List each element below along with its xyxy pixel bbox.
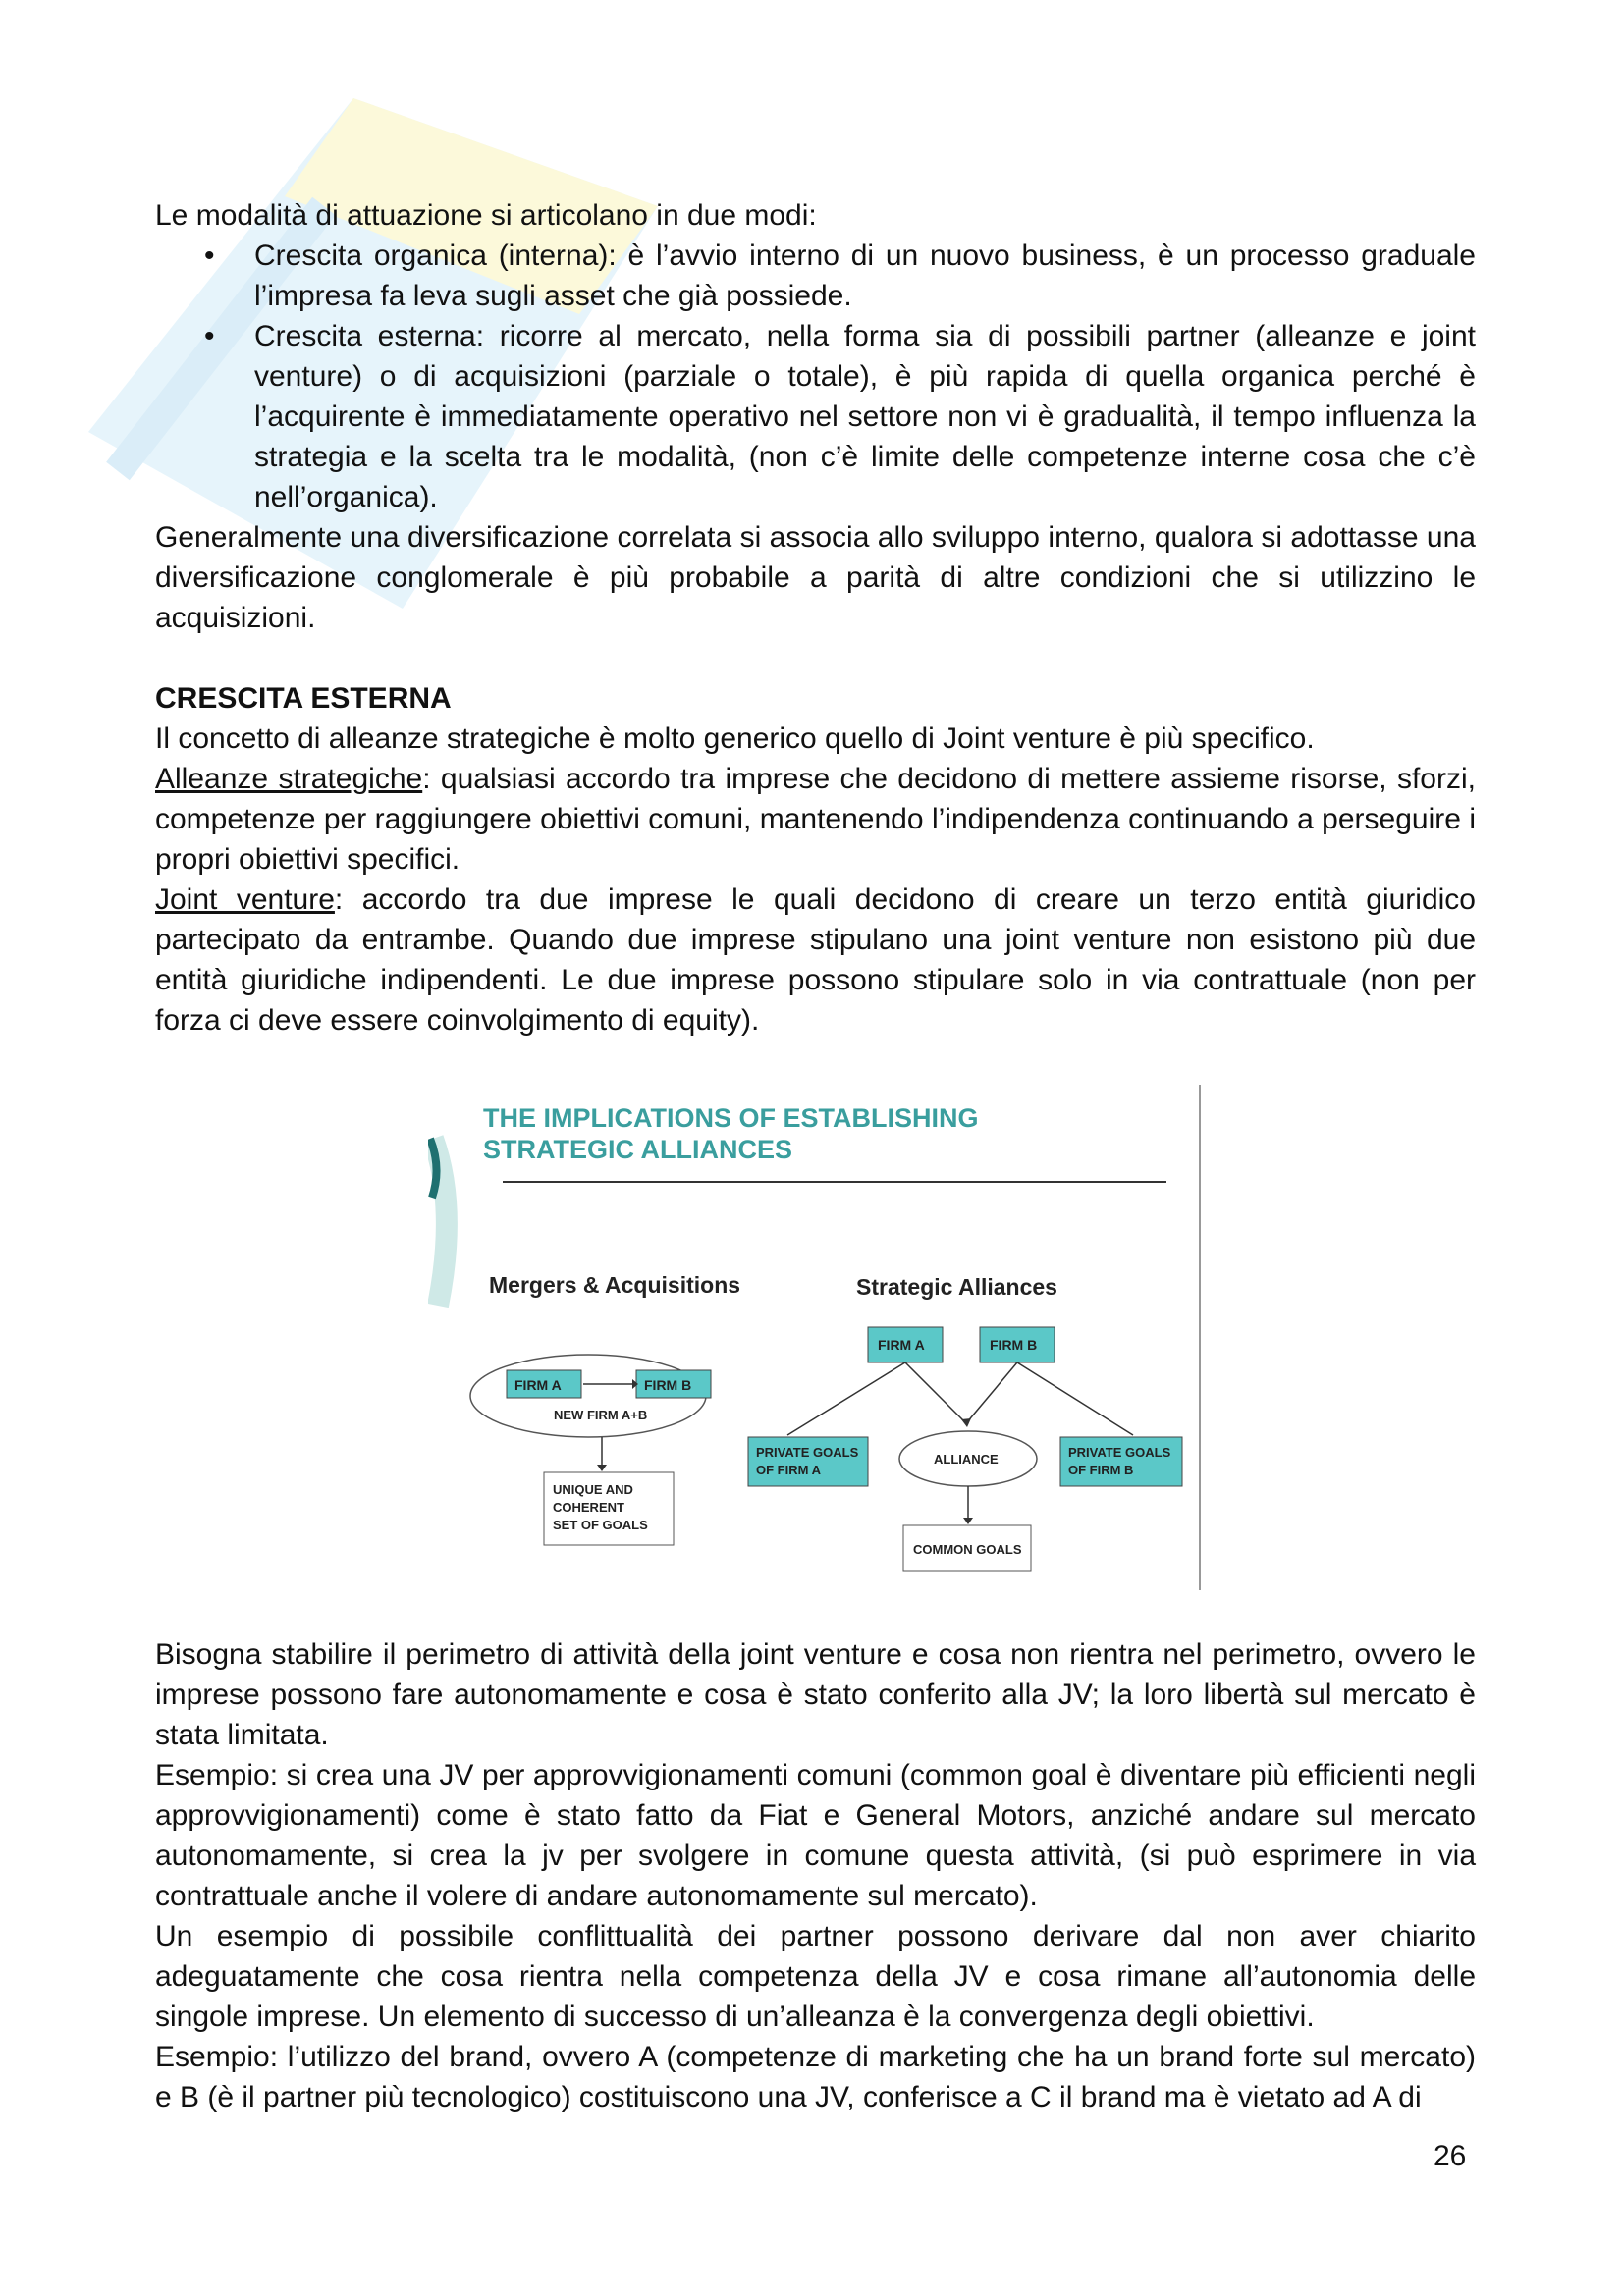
arrow-head-icon (961, 1418, 971, 1427)
figure-title-line2: STRATEGIC ALLIANCES (483, 1135, 792, 1164)
arrow-head-icon (963, 1518, 973, 1524)
sa-heading: Strategic Alliances (856, 1274, 1057, 1300)
sa-firm-a-label: FIRM A (878, 1337, 925, 1353)
sa-private-a-line2: OF FIRM A (756, 1463, 821, 1477)
growth-modes-list (155, 236, 1476, 517)
perimeter-paragraph: Bisogna stabilire il perimetro di attività della joint venture e cosa non rientra nel perimetro, ovvero le imprese possono fare autonomamente e cosa è stato conferito alla JV; la loro libertà sul mercato è stata limitata. (155, 1638, 1476, 1751)
conflict-paragraph: Un esempio di possibile conflittualità dei partner possono derivare dal non aver chiarito adeguatamente che cosa rientra nella competenza della JV e cosa rimane all’autonomia delle singole imprese. Un elemento di successo di un’alleanza è la convergenza degli obiettivi. (155, 1920, 1476, 2033)
body-text-bottom (155, 1634, 1476, 2117)
concept-paragraph: Il concetto di alleanze strategiche è molto generico quello di Joint venture è più specifico. (155, 722, 1315, 755)
bullet-icon: • (204, 320, 215, 352)
sa-connector-line (905, 1362, 966, 1423)
example2-paragraph: Esempio: l’utilizzo del brand, ovvero A (competenze di marketing che ha un brand forte sul mercato) e B (è il partner più tecnologico) costituiscono una JV, conferisce a C il brand ma è vietato ad A di (155, 2041, 1476, 2113)
sa-common-label: COMMON GOALS (913, 1542, 1022, 1557)
sa-private-b-line1: PRIVATE GOALS (1068, 1445, 1171, 1460)
jv-paragraph: Joint venture: accordo tra due imprese le quali decidono di creare un terzo entità giuridico partecipato da entrambe. Quando due imprese stipulano una joint venture non esistono più due entità giuridiche indipendenti. Le due imprese possono stipulare solo in via contrattuale (non per forza ci deve essere coinvolgimento di equity). (155, 883, 1476, 1037)
intro-paragraph: Le modalità di attuazione si articolano in due modi: (155, 199, 817, 232)
alliances-figure (428, 1080, 1204, 1590)
ma-goals-line3: SET OF GOALS (553, 1518, 648, 1532)
list-item: • Crescita organica (interna): è l’avvio interno di un nuovo business, è un processo graduale l’impresa fa leva sugli asset che già possiede. (155, 236, 1476, 316)
body-text-top (155, 195, 1476, 1041)
sa-alliance-label: ALLIANCE (934, 1452, 999, 1467)
arrow-head-icon (597, 1465, 607, 1471)
alliances-diagram (428, 1080, 1204, 1590)
ma-firm-a-label: FIRM A (514, 1377, 562, 1393)
figure-title-line1: THE IMPLICATIONS OF ESTABLISHING (483, 1103, 979, 1133)
ma-new-firm-label: NEW FIRM A+B (554, 1408, 648, 1422)
sa-firm-b-label: FIRM B (990, 1337, 1038, 1353)
sa-connector-line (1017, 1362, 1133, 1435)
ma-goals-line2: COHERENT (553, 1500, 624, 1515)
alliances-term: Alleanze strategiche (155, 763, 423, 795)
ma-heading: Mergers & Acquisitions (489, 1272, 741, 1298)
ma-goals-line1: UNIQUE AND (553, 1482, 633, 1497)
sa-connector-line (787, 1362, 905, 1435)
sa-connector-line (966, 1362, 1017, 1423)
list-item: • Crescita esterna: ricorre al mercato, nella forma sia di possibili partner (alleanze e joint venture) o di acquisizioni (parziale o totale), è più rapida di quella organica perché è l’acquirente è immediatamente operativo nel settore non vi è gradualità, il tempo influenza la strategia e la scelta tra le modalità, (non c’è limite delle competenze interne cosa che c’è nell’organica). (155, 316, 1476, 517)
sa-private-a-line1: PRIVATE GOALS (756, 1445, 859, 1460)
jv-term: Joint venture (155, 883, 335, 916)
section-heading: CRESCITA ESTERNA (155, 682, 452, 715)
alliances-paragraph: Alleanze strategiche: qualsiasi accordo tra imprese che decidono di mettere assieme risorse, sforzi, competenze per raggiungere obiettivi comuni, mantenendo l’indipendenza continuando a perseguire i propri obiettivi specifici. (155, 763, 1476, 876)
general-paragraph: Generalmente una diversificazione correlata si associa allo sviluppo interno, qualora si adottasse una diversificazione conglomerale è più probabile a parità di altre condizioni che si utilizzino le acquisizioni. (155, 521, 1476, 634)
bullet-icon: • (204, 240, 215, 272)
sa-private-b-line2: OF FIRM B (1068, 1463, 1134, 1477)
example1-paragraph: Esempio: si crea una JV per approvvigionamenti comuni (common goal è diventare più efficienti negli approvvigionamenti) come è stato fatto da Fiat e General Motors, anziché andare sul mercato autonomamente, si crea la jv per svolgere in comune questa attività, (si può esprimere in via contrattuale anche il volere di andare autonomamente sul mercato). (155, 1759, 1476, 1912)
page-number: 26 (1434, 2140, 1467, 2172)
ma-firm-b-label: FIRM B (644, 1377, 692, 1393)
